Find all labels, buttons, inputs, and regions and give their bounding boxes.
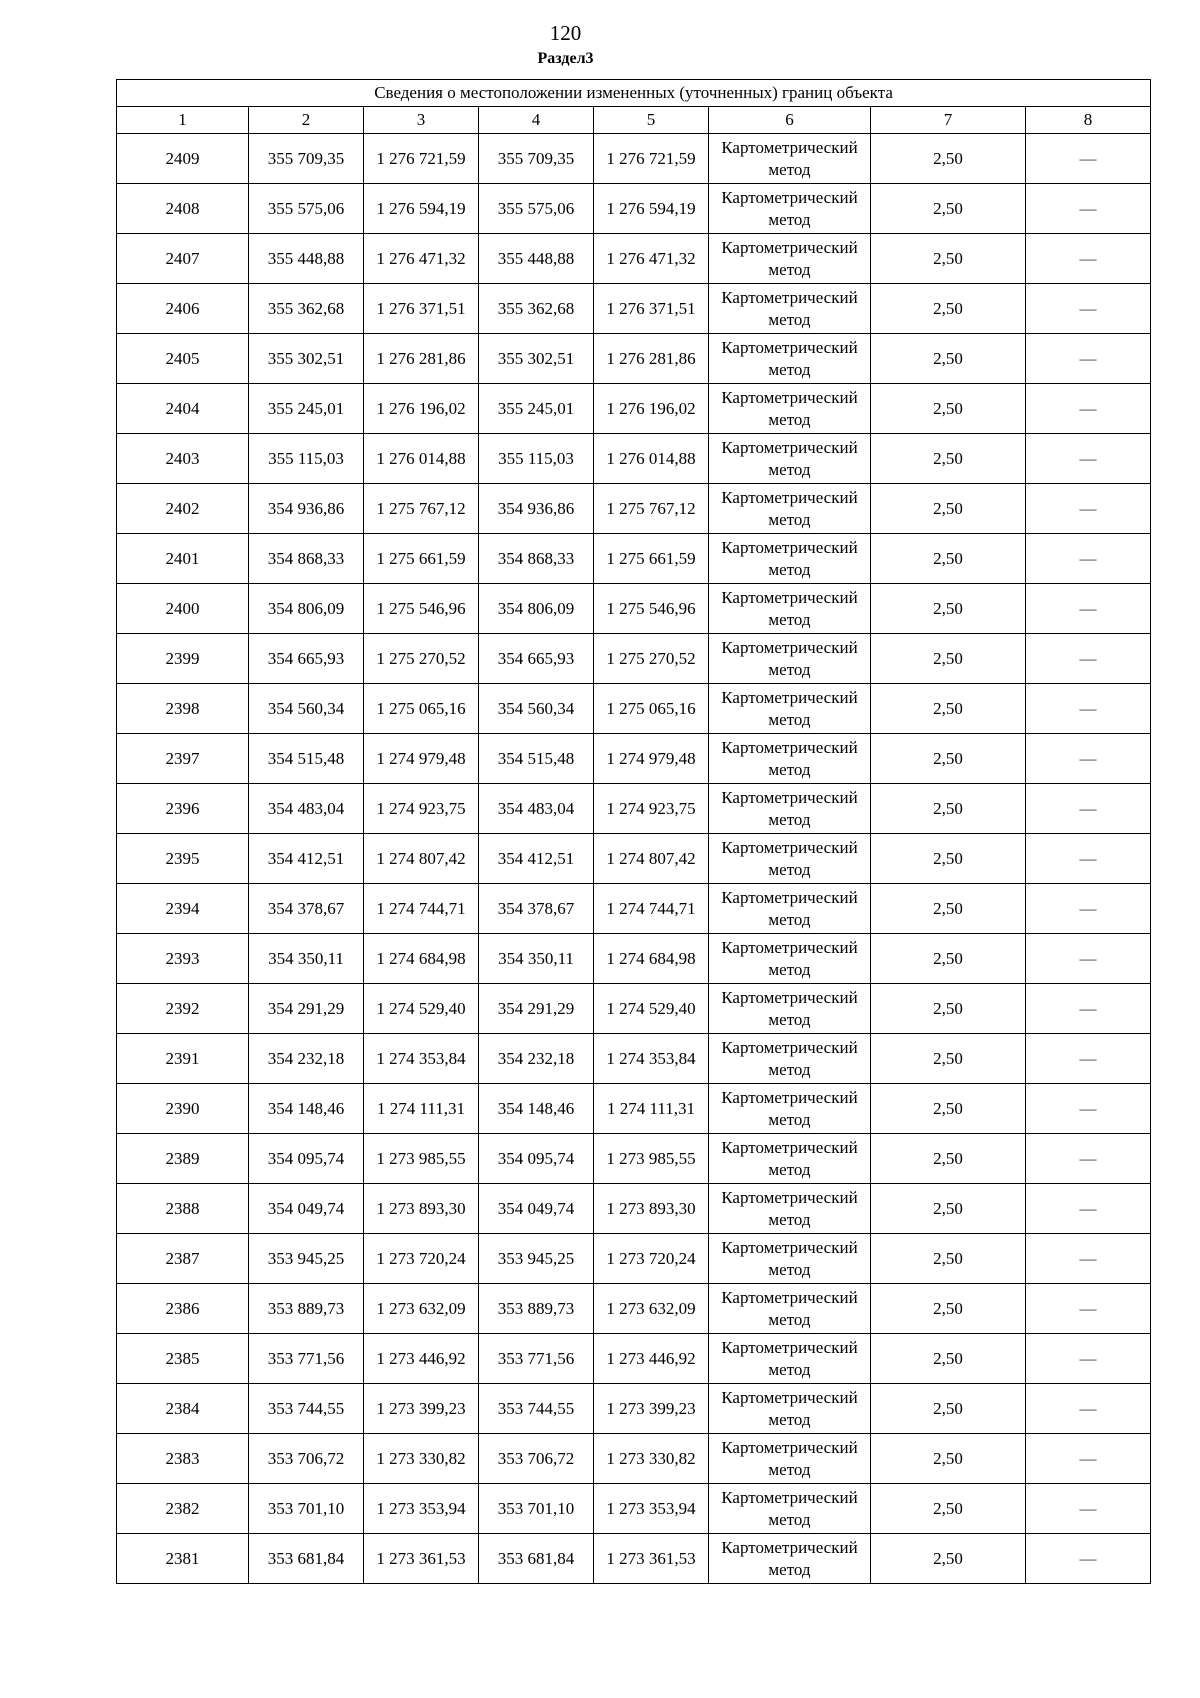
accuracy-cell: 2,50 [871, 934, 1026, 984]
method-cell: Картометрический метод [709, 1434, 871, 1484]
x-coordinate-cell: 354 806,09 [479, 584, 594, 634]
x-coordinate-cell: 354 560,34 [249, 684, 364, 734]
table-row [117, 434, 1151, 484]
method-cell: Картометрический метод [709, 1384, 871, 1434]
y-coordinate-cell: 1 275 546,96 [594, 584, 709, 634]
point-number-cell: 2401 [117, 534, 249, 584]
y-coordinate-cell: 1 276 471,32 [594, 234, 709, 284]
y-coordinate-cell: 1 276 721,59 [594, 134, 709, 184]
method-cell: Картометрический метод [709, 384, 871, 434]
method-cell: Картометрический метод [709, 1234, 871, 1284]
accuracy-cell: 2,50 [871, 1334, 1026, 1384]
section-title: Раздел3 [537, 50, 594, 67]
description-cell: — [1026, 434, 1151, 484]
point-number-cell: 2399 [117, 634, 249, 684]
x-coordinate-cell: 354 868,33 [479, 534, 594, 584]
point-number-cell: 2385 [117, 1334, 249, 1384]
table-row [117, 234, 1151, 284]
method-cell: Картометрический метод [709, 634, 871, 684]
description-cell: — [1026, 1084, 1151, 1134]
x-coordinate-cell: 353 945,25 [249, 1234, 364, 1284]
point-number-cell: 2382 [117, 1484, 249, 1534]
x-coordinate-cell: 354 483,04 [249, 784, 364, 834]
accuracy-cell: 2,50 [871, 884, 1026, 934]
table-row [117, 1434, 1151, 1484]
x-coordinate-cell: 355 302,51 [249, 334, 364, 384]
accuracy-cell: 2,50 [871, 434, 1026, 484]
description-cell: — [1026, 1134, 1151, 1184]
description-cell: — [1026, 1234, 1151, 1284]
y-coordinate-cell: 1 275 661,59 [364, 534, 479, 584]
x-coordinate-cell: 355 302,51 [479, 334, 594, 384]
point-number-cell: 2398 [117, 684, 249, 734]
method-cell: Картометрический метод [709, 1284, 871, 1334]
accuracy-cell: 2,50 [871, 584, 1026, 634]
y-coordinate-cell: 1 275 767,12 [364, 484, 479, 534]
table-row [117, 584, 1151, 634]
table-row [117, 1234, 1151, 1284]
y-coordinate-cell: 1 274 353,84 [594, 1034, 709, 1084]
x-coordinate-cell: 353 681,84 [249, 1534, 364, 1584]
description-cell: — [1026, 1484, 1151, 1534]
accuracy-cell: 2,50 [871, 684, 1026, 734]
accuracy-cell: 2,50 [871, 1234, 1026, 1284]
table-row [117, 1484, 1151, 1534]
method-cell: Картометрический метод [709, 684, 871, 734]
x-coordinate-cell: 354 483,04 [479, 784, 594, 834]
description-cell: — [1026, 1184, 1151, 1234]
point-number-cell: 2388 [117, 1184, 249, 1234]
y-coordinate-cell: 1 274 111,31 [594, 1084, 709, 1134]
x-coordinate-cell: 353 701,10 [249, 1484, 364, 1534]
y-coordinate-cell: 1 274 923,75 [594, 784, 709, 834]
method-cell: Картометрический метод [709, 184, 871, 234]
y-coordinate-cell: 1 276 014,88 [594, 434, 709, 484]
x-coordinate-cell: 354 412,51 [249, 834, 364, 884]
x-coordinate-cell: 354 291,29 [249, 984, 364, 1034]
accuracy-cell: 2,50 [871, 234, 1026, 284]
coordinates-table [116, 79, 1151, 1584]
method-cell: Картометрический метод [709, 234, 871, 284]
accuracy-cell: 2,50 [871, 984, 1026, 1034]
y-coordinate-cell: 1 273 361,53 [594, 1534, 709, 1584]
point-number-cell: 2387 [117, 1234, 249, 1284]
x-coordinate-cell: 354 148,46 [249, 1084, 364, 1134]
y-coordinate-cell: 1 276 196,02 [594, 384, 709, 434]
y-coordinate-cell: 1 273 985,55 [364, 1134, 479, 1184]
x-coordinate-cell: 354 806,09 [249, 584, 364, 634]
y-coordinate-cell: 1 273 632,09 [594, 1284, 709, 1334]
y-coordinate-cell: 1 273 720,24 [594, 1234, 709, 1284]
y-coordinate-cell: 1 273 330,82 [594, 1434, 709, 1484]
y-coordinate-cell: 1 273 399,23 [594, 1384, 709, 1434]
accuracy-cell: 2,50 [871, 1084, 1026, 1134]
y-coordinate-cell: 1 274 807,42 [364, 834, 479, 884]
point-number-cell: 2397 [117, 734, 249, 784]
x-coordinate-cell: 354 936,86 [249, 484, 364, 534]
method-cell: Картометрический метод [709, 134, 871, 184]
description-cell: — [1026, 934, 1151, 984]
y-coordinate-cell: 1 274 353,84 [364, 1034, 479, 1084]
point-number-cell: 2390 [117, 1084, 249, 1134]
y-coordinate-cell: 1 274 529,40 [594, 984, 709, 1034]
accuracy-cell: 2,50 [871, 1034, 1026, 1084]
method-cell: Картометрический метод [709, 984, 871, 1034]
y-coordinate-cell: 1 275 065,16 [364, 684, 479, 734]
x-coordinate-cell: 355 709,35 [479, 134, 594, 184]
x-coordinate-cell: 355 245,01 [249, 384, 364, 434]
point-number-cell: 2392 [117, 984, 249, 1034]
accuracy-cell: 2,50 [871, 334, 1026, 384]
method-cell: Картометрический метод [709, 1034, 871, 1084]
y-coordinate-cell: 1 274 111,31 [364, 1084, 479, 1134]
table-row [117, 1184, 1151, 1234]
x-coordinate-cell: 353 945,25 [479, 1234, 594, 1284]
method-cell: Картометрический метод [709, 484, 871, 534]
y-coordinate-cell: 1 276 594,19 [364, 184, 479, 234]
method-cell: Картометрический метод [709, 1334, 871, 1384]
method-cell: Картометрический метод [709, 434, 871, 484]
x-coordinate-cell: 353 771,56 [249, 1334, 364, 1384]
x-coordinate-cell: 354 232,18 [479, 1034, 594, 1084]
description-cell: — [1026, 684, 1151, 734]
point-number-cell: 2404 [117, 384, 249, 434]
point-number-cell: 2395 [117, 834, 249, 884]
y-coordinate-cell: 1 273 330,82 [364, 1434, 479, 1484]
point-number-cell: 2403 [117, 434, 249, 484]
x-coordinate-cell: 355 115,03 [249, 434, 364, 484]
point-number-cell: 2384 [117, 1384, 249, 1434]
description-cell: — [1026, 184, 1151, 234]
column-number: 1 [117, 107, 249, 134]
accuracy-cell: 2,50 [871, 134, 1026, 184]
y-coordinate-cell: 1 273 399,23 [364, 1384, 479, 1434]
y-coordinate-cell: 1 274 684,98 [364, 934, 479, 984]
x-coordinate-cell: 353 889,73 [249, 1284, 364, 1334]
table-caption: Сведения о местоположении измененных (уточненных) границ объекта [117, 80, 1151, 107]
method-cell: Картометрический метод [709, 534, 871, 584]
method-cell: Картометрический метод [709, 1534, 871, 1584]
x-coordinate-cell: 353 706,72 [249, 1434, 364, 1484]
description-cell: — [1026, 334, 1151, 384]
y-coordinate-cell: 1 275 270,52 [594, 634, 709, 684]
accuracy-cell: 2,50 [871, 1534, 1026, 1584]
point-number-cell: 2389 [117, 1134, 249, 1184]
x-coordinate-cell: 354 515,48 [249, 734, 364, 784]
y-coordinate-cell: 1 273 632,09 [364, 1284, 479, 1334]
x-coordinate-cell: 355 575,06 [479, 184, 594, 234]
accuracy-cell: 2,50 [871, 734, 1026, 784]
y-coordinate-cell: 1 276 281,86 [594, 334, 709, 384]
description-cell: — [1026, 384, 1151, 434]
y-coordinate-cell: 1 275 767,12 [594, 484, 709, 534]
description-cell: — [1026, 284, 1151, 334]
x-coordinate-cell: 355 245,01 [479, 384, 594, 434]
x-coordinate-cell: 355 448,88 [479, 234, 594, 284]
table-row [117, 784, 1151, 834]
y-coordinate-cell: 1 275 270,52 [364, 634, 479, 684]
x-coordinate-cell: 354 049,74 [479, 1184, 594, 1234]
description-cell: — [1026, 884, 1151, 934]
method-cell: Картометрический метод [709, 284, 871, 334]
x-coordinate-cell: 354 095,74 [479, 1134, 594, 1184]
description-cell: — [1026, 634, 1151, 684]
table-row [117, 984, 1151, 1034]
accuracy-cell: 2,50 [871, 1284, 1026, 1334]
accuracy-cell: 2,50 [871, 784, 1026, 834]
accuracy-cell: 2,50 [871, 1484, 1026, 1534]
description-cell: — [1026, 984, 1151, 1034]
column-number: 5 [594, 107, 709, 134]
method-cell: Картометрический метод [709, 584, 871, 634]
point-number-cell: 2408 [117, 184, 249, 234]
y-coordinate-cell: 1 275 661,59 [594, 534, 709, 584]
accuracy-cell: 2,50 [871, 284, 1026, 334]
x-coordinate-cell: 355 362,68 [249, 284, 364, 334]
x-coordinate-cell: 353 771,56 [479, 1334, 594, 1384]
x-coordinate-cell: 354 515,48 [479, 734, 594, 784]
x-coordinate-cell: 353 706,72 [479, 1434, 594, 1484]
y-coordinate-cell: 1 274 684,98 [594, 934, 709, 984]
y-coordinate-cell: 1 273 893,30 [364, 1184, 479, 1234]
x-coordinate-cell: 354 232,18 [249, 1034, 364, 1084]
description-cell: — [1026, 1284, 1151, 1334]
accuracy-cell: 2,50 [871, 384, 1026, 434]
x-coordinate-cell: 354 148,46 [479, 1084, 594, 1134]
description-cell: — [1026, 484, 1151, 534]
point-number-cell: 2394 [117, 884, 249, 934]
y-coordinate-cell: 1 273 353,94 [594, 1484, 709, 1534]
description-cell: — [1026, 734, 1151, 784]
column-number: 3 [364, 107, 479, 134]
page-number: 120 [549, 21, 582, 45]
accuracy-cell: 2,50 [871, 534, 1026, 584]
table-row [117, 384, 1151, 434]
y-coordinate-cell: 1 273 353,94 [364, 1484, 479, 1534]
y-coordinate-cell: 1 275 065,16 [594, 684, 709, 734]
method-cell: Картометрический метод [709, 784, 871, 834]
table-row [117, 184, 1151, 234]
column-number: 2 [249, 107, 364, 134]
y-coordinate-cell: 1 276 281,86 [364, 334, 479, 384]
method-cell: Картометрический метод [709, 1184, 871, 1234]
column-number: 8 [1026, 107, 1151, 134]
point-number-cell: 2393 [117, 934, 249, 984]
point-number-cell: 2409 [117, 134, 249, 184]
x-coordinate-cell: 355 448,88 [249, 234, 364, 284]
table-row [117, 1334, 1151, 1384]
x-coordinate-cell: 355 709,35 [249, 134, 364, 184]
y-coordinate-cell: 1 276 196,02 [364, 384, 479, 434]
table-row [117, 884, 1151, 934]
point-number-cell: 2383 [117, 1434, 249, 1484]
x-coordinate-cell: 354 868,33 [249, 534, 364, 584]
table-row [117, 1034, 1151, 1084]
x-coordinate-cell: 354 350,11 [249, 934, 364, 984]
accuracy-cell: 2,50 [871, 1434, 1026, 1484]
method-cell: Картометрический метод [709, 1084, 871, 1134]
point-number-cell: 2407 [117, 234, 249, 284]
description-cell: — [1026, 234, 1151, 284]
table-row [117, 284, 1151, 334]
column-number-row [117, 107, 1151, 134]
y-coordinate-cell: 1 276 594,19 [594, 184, 709, 234]
accuracy-cell: 2,50 [871, 184, 1026, 234]
table-row [117, 1084, 1151, 1134]
table-row [117, 334, 1151, 384]
x-coordinate-cell: 354 378,67 [479, 884, 594, 934]
x-coordinate-cell: 355 575,06 [249, 184, 364, 234]
x-coordinate-cell: 353 681,84 [479, 1534, 594, 1584]
accuracy-cell: 2,50 [871, 1134, 1026, 1184]
point-number-cell: 2400 [117, 584, 249, 634]
y-coordinate-cell: 1 273 985,55 [594, 1134, 709, 1184]
table-row [117, 534, 1151, 584]
y-coordinate-cell: 1 274 744,71 [364, 884, 479, 934]
table-row [117, 1534, 1151, 1584]
table-row [117, 1284, 1151, 1334]
description-cell: — [1026, 1034, 1151, 1084]
y-coordinate-cell: 1 274 529,40 [364, 984, 479, 1034]
table-row [117, 834, 1151, 884]
y-coordinate-cell: 1 273 893,30 [594, 1184, 709, 1234]
method-cell: Картометрический метод [709, 1484, 871, 1534]
x-coordinate-cell: 353 701,10 [479, 1484, 594, 1534]
x-coordinate-cell: 354 049,74 [249, 1184, 364, 1234]
y-coordinate-cell: 1 275 546,96 [364, 584, 479, 634]
y-coordinate-cell: 1 274 979,48 [594, 734, 709, 784]
y-coordinate-cell: 1 274 979,48 [364, 734, 479, 784]
method-cell: Картометрический метод [709, 734, 871, 784]
x-coordinate-cell: 354 350,11 [479, 934, 594, 984]
x-coordinate-cell: 354 665,93 [479, 634, 594, 684]
table-row [117, 484, 1151, 534]
point-number-cell: 2405 [117, 334, 249, 384]
y-coordinate-cell: 1 273 720,24 [364, 1234, 479, 1284]
accuracy-cell: 2,50 [871, 484, 1026, 534]
table-body [117, 134, 1151, 1584]
method-cell: Картометрический метод [709, 334, 871, 384]
description-cell: — [1026, 834, 1151, 884]
table-row [117, 134, 1151, 184]
table-row [117, 734, 1151, 784]
y-coordinate-cell: 1 276 471,32 [364, 234, 479, 284]
y-coordinate-cell: 1 274 923,75 [364, 784, 479, 834]
x-coordinate-cell: 353 889,73 [479, 1284, 594, 1334]
table-caption-row [117, 80, 1151, 107]
description-cell: — [1026, 1434, 1151, 1484]
point-number-cell: 2406 [117, 284, 249, 334]
x-coordinate-cell: 354 291,29 [479, 984, 594, 1034]
y-coordinate-cell: 1 276 721,59 [364, 134, 479, 184]
y-coordinate-cell: 1 273 446,92 [594, 1334, 709, 1384]
x-coordinate-cell: 353 744,55 [249, 1384, 364, 1434]
point-number-cell: 2396 [117, 784, 249, 834]
method-cell: Картометрический метод [709, 1134, 871, 1184]
y-coordinate-cell: 1 276 371,51 [364, 284, 479, 334]
description-cell: — [1026, 1334, 1151, 1384]
method-cell: Картометрический метод [709, 834, 871, 884]
table-row [117, 1134, 1151, 1184]
table-row [117, 1384, 1151, 1434]
column-number: 6 [709, 107, 871, 134]
y-coordinate-cell: 1 273 446,92 [364, 1334, 479, 1384]
point-number-cell: 2402 [117, 484, 249, 534]
table-row [117, 684, 1151, 734]
x-coordinate-cell: 354 378,67 [249, 884, 364, 934]
y-coordinate-cell: 1 274 807,42 [594, 834, 709, 884]
y-coordinate-cell: 1 274 744,71 [594, 884, 709, 934]
description-cell: — [1026, 1534, 1151, 1584]
x-coordinate-cell: 354 665,93 [249, 634, 364, 684]
accuracy-cell: 2,50 [871, 1384, 1026, 1434]
method-cell: Картометрический метод [709, 934, 871, 984]
point-number-cell: 2386 [117, 1284, 249, 1334]
accuracy-cell: 2,50 [871, 834, 1026, 884]
x-coordinate-cell: 354 412,51 [479, 834, 594, 884]
table-row [117, 934, 1151, 984]
description-cell: — [1026, 534, 1151, 584]
accuracy-cell: 2,50 [871, 634, 1026, 684]
description-cell: — [1026, 784, 1151, 834]
description-cell: — [1026, 1384, 1151, 1434]
column-number: 4 [479, 107, 594, 134]
point-number-cell: 2391 [117, 1034, 249, 1084]
column-number: 7 [871, 107, 1026, 134]
y-coordinate-cell: 1 276 014,88 [364, 434, 479, 484]
point-number-cell: 2381 [117, 1534, 249, 1584]
accuracy-cell: 2,50 [871, 1184, 1026, 1234]
y-coordinate-cell: 1 273 361,53 [364, 1534, 479, 1584]
x-coordinate-cell: 354 560,34 [479, 684, 594, 734]
x-coordinate-cell: 355 115,03 [479, 434, 594, 484]
y-coordinate-cell: 1 276 371,51 [594, 284, 709, 334]
description-cell: — [1026, 134, 1151, 184]
table-row [117, 634, 1151, 684]
x-coordinate-cell: 355 362,68 [479, 284, 594, 334]
x-coordinate-cell: 353 744,55 [479, 1384, 594, 1434]
description-cell: — [1026, 584, 1151, 634]
x-coordinate-cell: 354 095,74 [249, 1134, 364, 1184]
method-cell: Картометрический метод [709, 884, 871, 934]
x-coordinate-cell: 354 936,86 [479, 484, 594, 534]
